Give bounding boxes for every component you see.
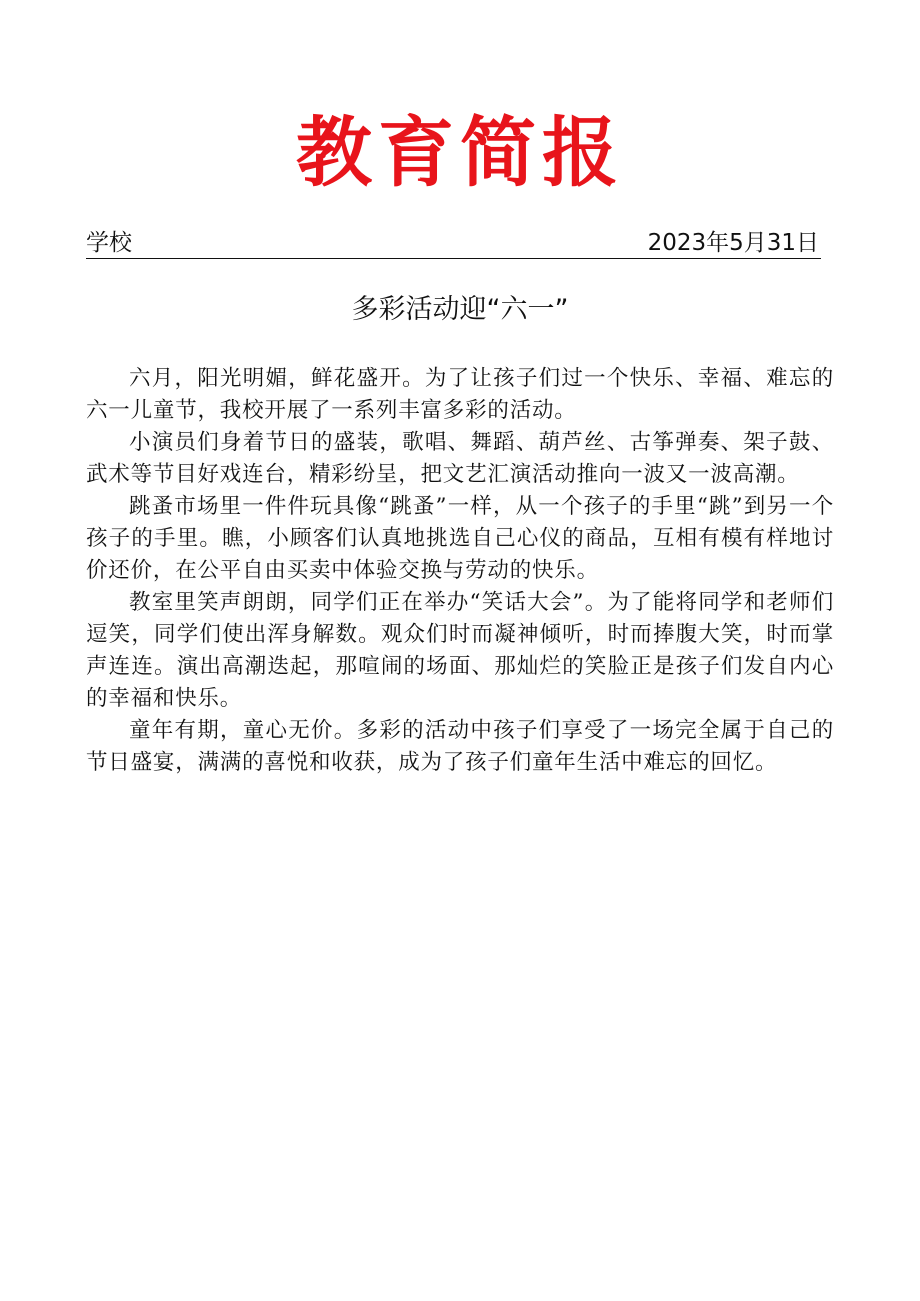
school-label: 学校 [86, 230, 132, 256]
paragraph: 童年有期，童心无价。多彩的活动中孩子们享受了一场完全属于自己的节日盛宴，满满的喜悦和收获，成为了孩子们童年生活中难忘的回忆。 [86, 718, 834, 775]
article-title: 多彩活动迎“六一” [351, 294, 569, 325]
masthead-title: 教育简报 [296, 108, 624, 197]
issue-date: 2023年5月31日 [647, 230, 819, 256]
paragraph: 小演员们身着节日的盛装，歌唱、舞蹈、葫芦丝、古筝弹奏、架子鼓、武术等节目好戏连台，精彩纷呈，把文艺汇演活动推向一波又一波高潮。 [86, 430, 834, 487]
article-body [86, 363, 834, 779]
paragraph: 跳蚤市场里一件件玩具像“跳蚤”一样，从一个孩子的手里“跳”到另一个孩子的手里。瞧，小顾客们认真地挑选自己心仪的商品，互相有模有样地讨价还价，在公平自由买卖中体验交换与劳动的快乐。 [86, 494, 834, 583]
paragraph: 教室里笑声朗朗，同学们正在举办“笑话大会”。为了能将同学和老师们逗笑，同学们使出浑身解数。观众们时而凝神倾听，时而捧腹大笑，时而掌声连连。演出高潮迭起，那喧闹的场面、那灿烂的笑脸正是孩子们发自内心的幸福和快乐。 [86, 590, 834, 711]
paragraph: 六月，阳光明媚，鲜花盛开。为了让孩子们过一个快乐、幸福、难忘的六一儿童节，我校开展了一系列丰富多彩的活动。 [86, 366, 834, 423]
header-info-line [86, 228, 821, 259]
